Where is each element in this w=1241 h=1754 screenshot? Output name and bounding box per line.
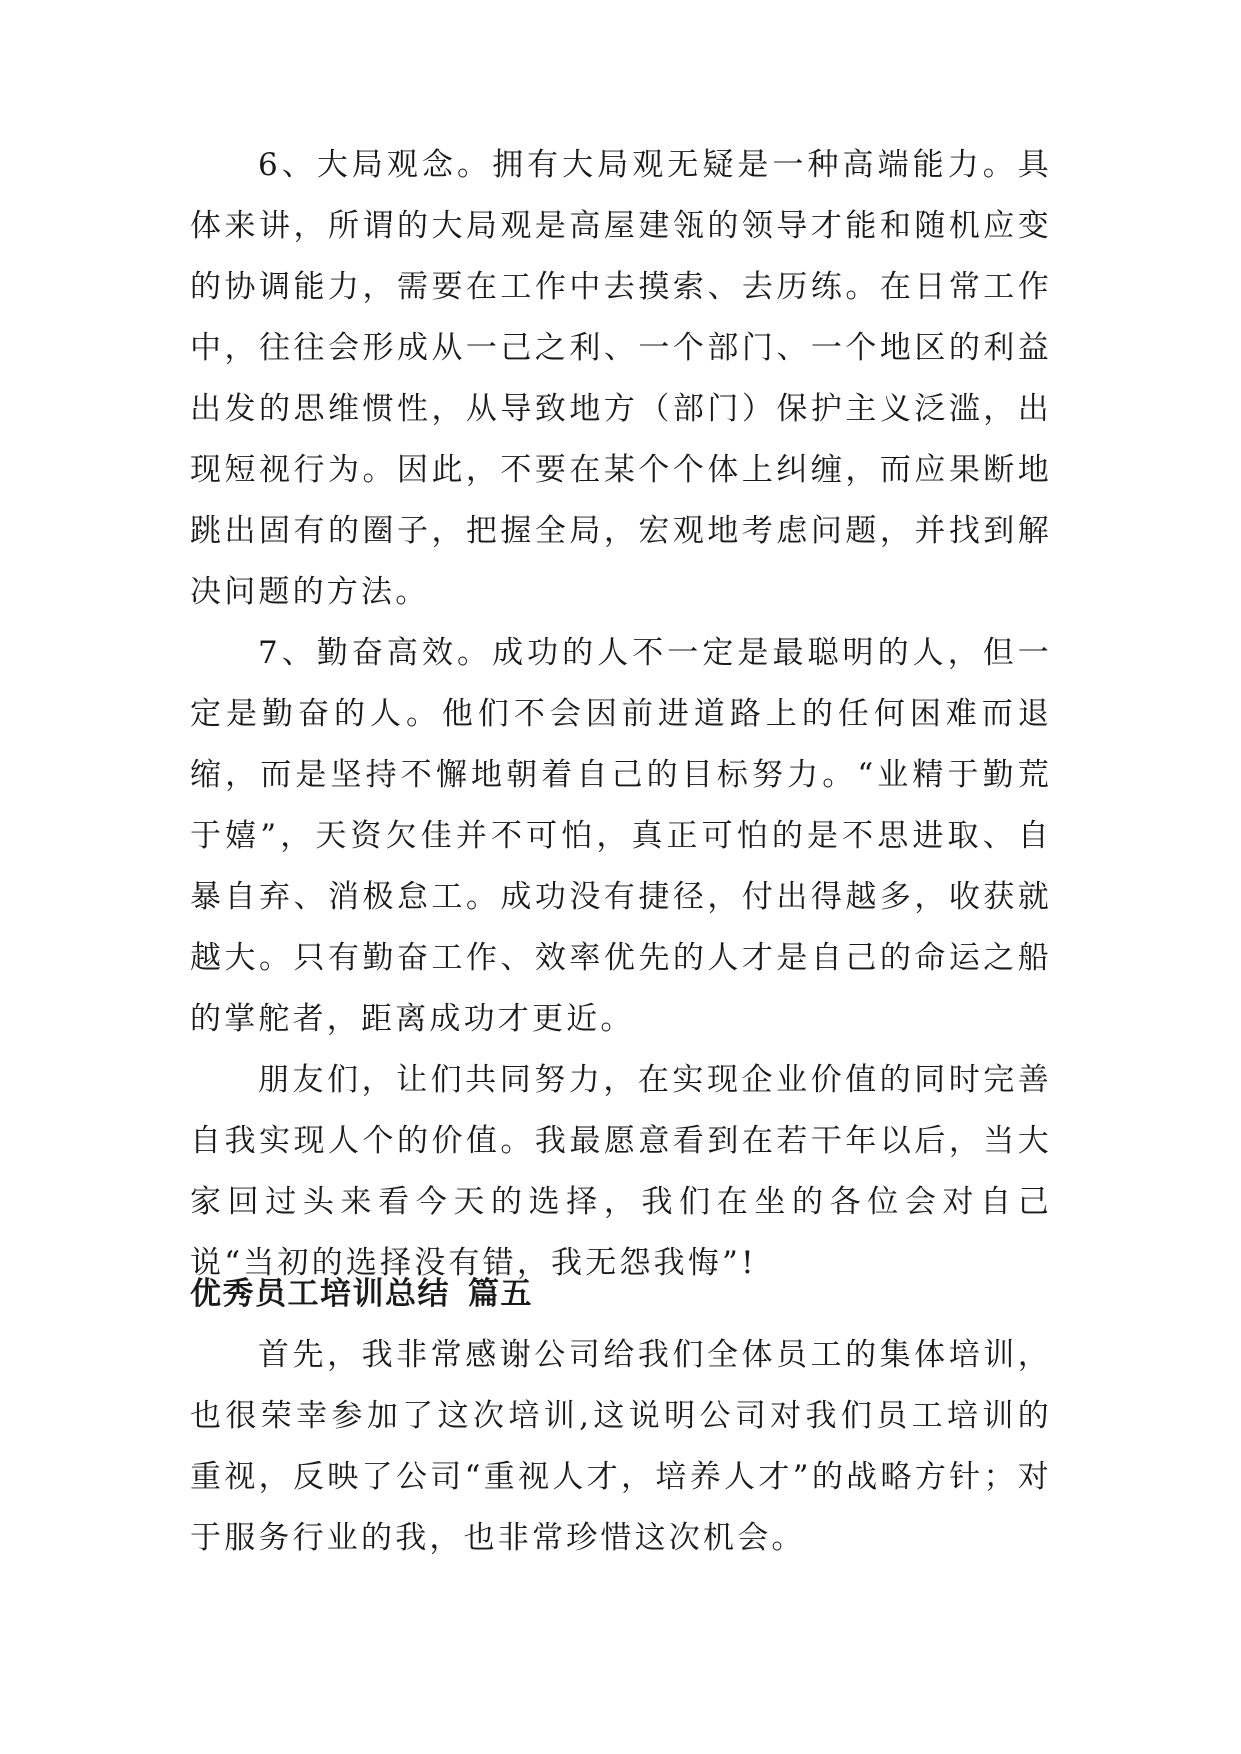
paragraph-big-picture: 6、大局观念。拥有大局观无疑是一种高端能力。具体来讲，所谓的大局观是高屋建瓴的领导才能和随机应变的协调能力，需要在工作中去摸索、去历练。在日常工作中，往往会形成从一己之利、一个部门、一个地区的利益出发的思维惯性，从导致地方（部门）保护主义泛滥，出现短视行为。因此，不要在某个个体上纠缠，而应果断地跳出固有的圈子，把握全局，宏观地考虑问题，并找到解决问题的方法。 <box>190 147 1052 610</box>
section-heading <box>190 1264 1052 1325</box>
body-text-top <box>190 135 1052 1294</box>
body-text-bottom <box>190 1325 1052 1569</box>
paragraph-training-thanks: 首先，我非常感谢公司给我们全体员工的集体培训，也很荣幸参加了这次培训,这说明公司对我们员工培训的重视，反映了公司“重视人才，培养人才”的战略方针；对于服务行业的我，也非常珍惜这次机会。 <box>190 1337 1052 1556</box>
paragraph-closing-remarks: 朋友们，让们共同努力，在实现企业价值的同时完善自我实现人个的价值。我最愿意看到在若干年以后，当大家回过头来看今天的选择，我们在坐的各位会对自己说“当初的选择没有错，我无怨我悔”! <box>190 1062 1052 1281</box>
section-title: 优秀员工培训总结 <box>190 1276 450 1312</box>
paragraph-diligence: 7、勤奋高效。成功的人不一定是最聪明的人，但一定是勤奋的人。他们不会因前进道路上的任何困难而退缩，而是坚持不懈地朝着自己的目标努力。“业精于勤荒于嬉”，天资欠佳并不可怕，真正可怕的是不思进取、自暴自弃、消极怠工。成功没有捷径，付出得越多，收获就越大。只有勤奋工作、效率优先的人才是自己的命运之船的掌舵者，距离成功才更近。 <box>190 635 1052 1037</box>
section-subtitle: 篇五 <box>468 1276 533 1312</box>
